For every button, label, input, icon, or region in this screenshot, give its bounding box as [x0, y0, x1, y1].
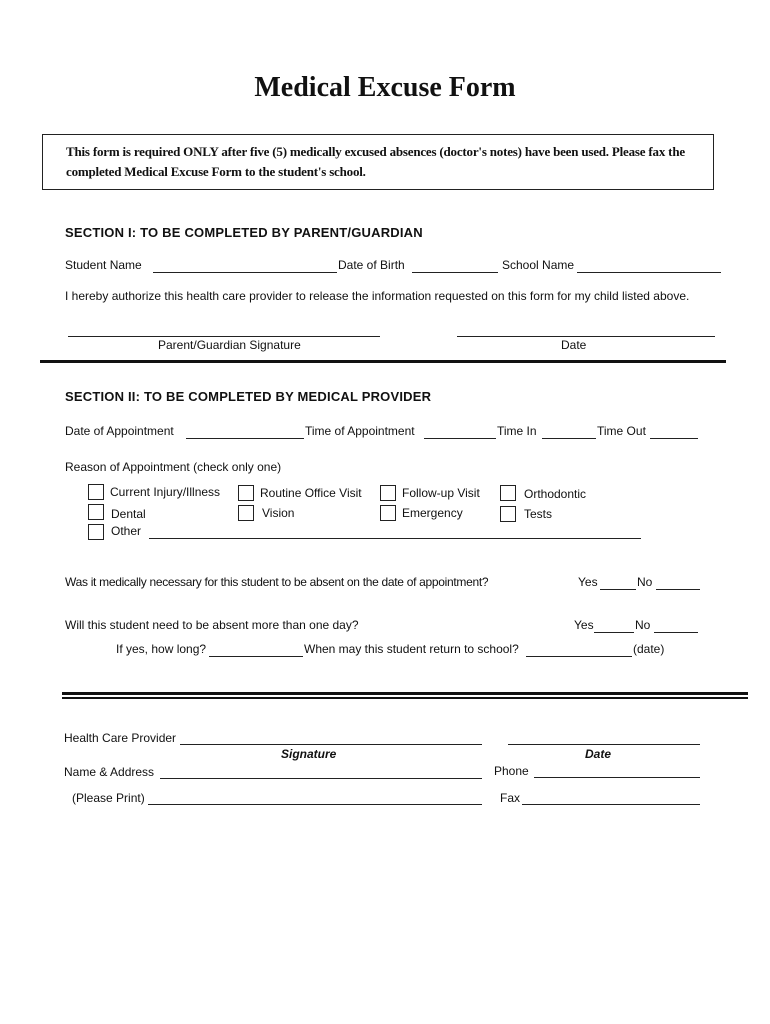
- phone-label: Phone: [494, 764, 529, 778]
- q1-no-label: No: [637, 575, 653, 589]
- vision-checkbox[interactable]: [238, 505, 254, 521]
- parent-date-field[interactable]: [457, 336, 715, 337]
- name-address-line-2[interactable]: [148, 804, 482, 805]
- fax-label: Fax: [500, 791, 521, 805]
- student-name-field[interactable]: [153, 272, 337, 273]
- date-appointment-label: Date of Appointment: [65, 424, 174, 438]
- dental-checkbox[interactable]: [88, 504, 104, 520]
- question-2: Will this student need to be absent more than one day?: [65, 618, 359, 632]
- dob-field[interactable]: [412, 272, 498, 273]
- time-in-field[interactable]: [542, 438, 596, 439]
- q2-no-field[interactable]: [654, 632, 698, 633]
- other-checkbox[interactable]: [88, 524, 104, 540]
- parent-date-caption: Date: [561, 338, 587, 352]
- other-label: Other: [111, 524, 142, 538]
- time-appointment-field[interactable]: [424, 438, 496, 439]
- provider-label: Health Care Provider: [64, 731, 177, 745]
- school-name-field[interactable]: [577, 272, 721, 273]
- section-divider: [40, 360, 726, 363]
- name-address-field[interactable]: [160, 778, 482, 779]
- emergency-checkbox[interactable]: [380, 505, 396, 521]
- followup-checkbox[interactable]: [380, 485, 396, 501]
- tests-checkbox[interactable]: [500, 506, 516, 522]
- divider-bottom: [62, 697, 748, 699]
- time-in-label: Time In: [497, 424, 537, 438]
- provider-signature-field[interactable]: [180, 744, 482, 745]
- time-out-field[interactable]: [650, 438, 698, 439]
- time-out-label: Time Out: [597, 424, 646, 438]
- tests-label: Tests: [524, 507, 553, 521]
- section-2-heading: SECTION II: TO BE COMPLETED BY MEDICAL PROVIDER: [65, 389, 432, 404]
- form-title: Medical Excuse Form: [254, 72, 516, 103]
- question-1: Was it medically necessary for this student to be absent on the date of appointment?: [65, 575, 489, 589]
- orthodontic-label: Orthodontic: [524, 487, 587, 501]
- q1-yes-field[interactable]: [600, 589, 636, 590]
- q1-no-field[interactable]: [656, 589, 700, 590]
- routine-visit-checkbox[interactable]: [238, 485, 254, 501]
- divider-top: [62, 692, 748, 695]
- how-long-label: If yes, how long?: [116, 642, 207, 656]
- q2-yes-field[interactable]: [594, 632, 634, 633]
- how-long-field[interactable]: [209, 656, 303, 657]
- return-label: When may this student return to school?: [304, 642, 519, 656]
- parent-signature-caption: Parent/Guardian Signature: [158, 338, 301, 352]
- date-appointment-field[interactable]: [186, 438, 304, 439]
- time-appointment-label: Time of Appointment: [305, 424, 415, 438]
- authorization-text: I hereby authorize this health care provider to release the information requested on this form for my child listed above.: [65, 289, 690, 303]
- followup-label: Follow-up Visit: [402, 486, 480, 500]
- dental-label: Dental: [111, 507, 146, 521]
- other-field[interactable]: [149, 538, 641, 539]
- provider-date-caption: Date: [585, 747, 612, 761]
- current-injury-checkbox[interactable]: [88, 484, 104, 500]
- please-print-label: (Please Print): [72, 791, 145, 805]
- current-injury-label: Current Injury/Illness: [110, 485, 221, 499]
- fax-field[interactable]: [522, 804, 700, 805]
- notice-text: This form is required ONLY after five (5) medically excused absences (doctor's notes) have been used. Please fax the completed Medical Excuse Form to the student's school.: [66, 144, 685, 179]
- return-date-field[interactable]: [526, 656, 632, 657]
- emergency-label: Emergency: [402, 506, 463, 520]
- parent-signature-field[interactable]: [68, 336, 380, 337]
- q1-yes-label: Yes: [578, 575, 598, 589]
- q2-yes-label: Yes: [574, 618, 594, 632]
- routine-visit-label: Routine Office Visit: [260, 486, 362, 500]
- school-name-label: School Name: [502, 258, 575, 272]
- return-date-suffix: (date): [633, 642, 665, 656]
- provider-signature-caption: Signature: [281, 747, 337, 761]
- phone-field[interactable]: [534, 777, 700, 778]
- orthodontic-checkbox[interactable]: [500, 485, 516, 501]
- reason-label: Reason of Appointment (check only one): [65, 460, 282, 474]
- dob-label: Date of Birth: [338, 258, 405, 272]
- name-address-label: Name & Address: [64, 765, 155, 779]
- q2-no-label: No: [635, 618, 651, 632]
- section-1-heading: SECTION I: TO BE COMPLETED BY PARENT/GUARDIAN: [65, 225, 423, 240]
- provider-date-field[interactable]: [508, 744, 700, 745]
- vision-label: Vision: [262, 506, 295, 520]
- student-name-label: Student Name: [65, 258, 142, 272]
